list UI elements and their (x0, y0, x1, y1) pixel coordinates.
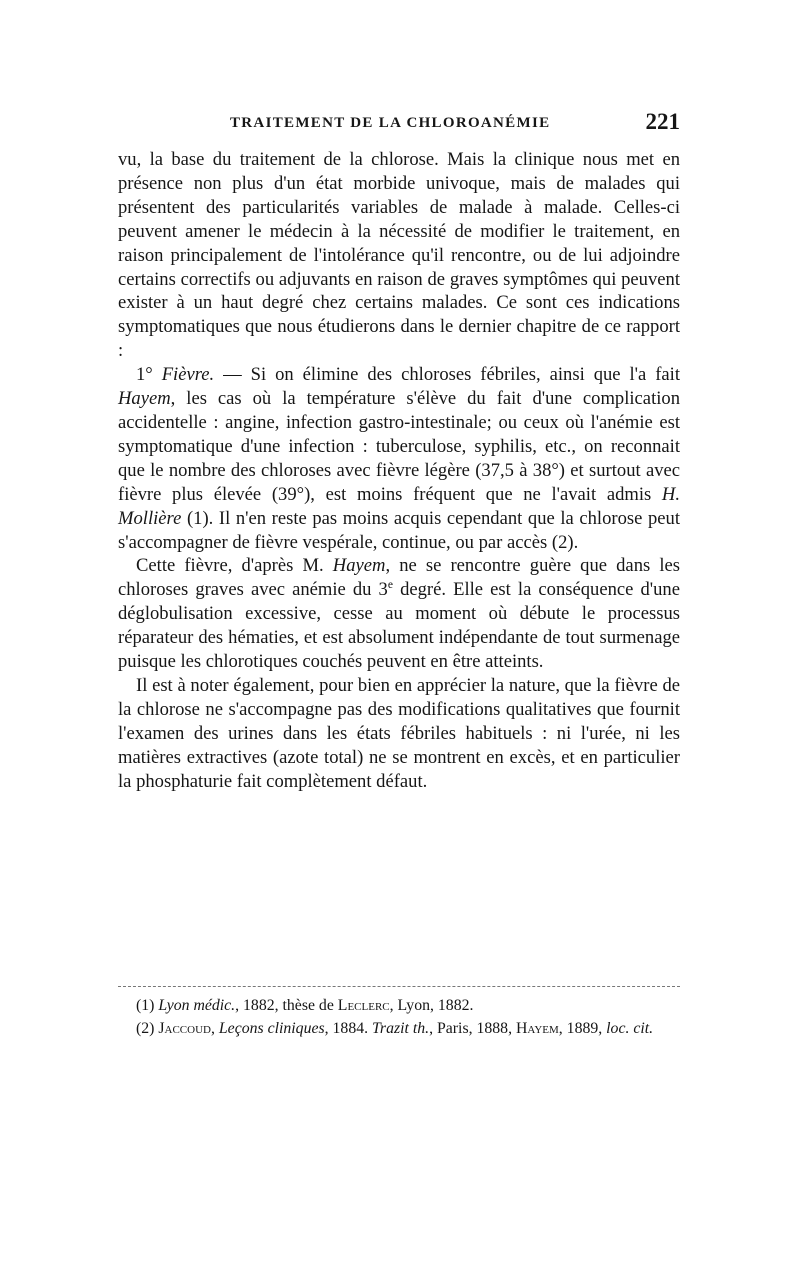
body-text (118, 148, 680, 793)
footnote-2 (118, 1017, 680, 1040)
paragraph-3 (118, 554, 680, 674)
author-hayem: Hayem (118, 388, 171, 410)
footnote-author: Hayem (515, 1020, 559, 1038)
footnote-text: , 1884. (324, 1020, 373, 1038)
author-molliere: H. Mollière (118, 483, 680, 529)
footnote-title: Leçons cliniques (218, 1020, 325, 1038)
footnote-separator (118, 986, 680, 987)
paragraph-3-text-c: degré. Elle est la conséquence d'une déglobulisation excessive, cesse au moment où débute le processus réparateur des hématies, et est absolument indépendante de tout surmenage puisque les chlorotiques couchés peuvent en être atteints. (118, 579, 680, 673)
paragraph-3-text-a: Cette fièvre, d'après M. (136, 555, 333, 577)
footnote-text: , 1882, thèse de (235, 997, 338, 1014)
paragraph-2-text-b: , les cas où la température s'élève du fait d'une complication accidentelle : angine, infection gastro-intestinale; ou ceux où l'anémie est symptomatique d'une infection : tuberculose, syphilis, etc., on reconnait que le nombre des chloroses avec fièvre légère (37,5 à 38°) et surtout avec fièvre plus élevée (39°), est moins fréquent que ne l'avait admis (118, 388, 680, 505)
section-heading-fievre: Fièvre. (161, 364, 215, 386)
footnote-number: (1) (136, 997, 159, 1014)
footnotes (118, 994, 680, 1041)
footnote-title: Trazit th. (372, 1020, 430, 1038)
footnote-number: (2) (136, 1020, 159, 1038)
footnote-text: , (210, 1020, 219, 1038)
paragraph-4: Il est à noter également, pour bien en apprécier la nature, que la fièvre de la chlorose ne s'accompagne pas des modifications qualitatives que fournit l'examen des urines dans les états fébriles habituels : ni l'urée, ni les matières extractives (azote total) ne se montrent en excès, et en particulier la phosphaturie fait complètement défaut. (118, 674, 680, 792)
paragraph-2-text-a: — Si on élimine des chloroses fébriles, ainsi que l'a fait (214, 364, 680, 386)
footnote-source: Lyon médic. (158, 997, 236, 1014)
ordinal-superscript: e (387, 579, 393, 592)
footnote-loc-cit: loc. cit. (606, 1020, 654, 1038)
paragraph-2 (118, 363, 680, 554)
footnote-text: , 1889, (558, 1020, 607, 1038)
paragraph-1: vu, la base du traitement de la chlorose. Mais la clinique nous met en présence non plus d'un état morbide univoque, mais de malades qui présentent des particularités variables de malade à malade. Celles-ci peuvent amener le médecin à la nécessité de modifier le traitement, en raison principalement de l'intolérance qu'il rencontre, ou de lui adjoindre certains correctifs ou adjuvants en raison de graves symptômes qui peuvent exister à un haut degré chez certains malades. Ce sont ces indications symptomatiques que nous étudierons dans le dernier chapitre de ce rapport : (118, 149, 680, 362)
footnote-text: , Lyon, 1882. (389, 997, 474, 1014)
footnote-text: , Paris, 1888, (429, 1020, 516, 1038)
author-hayem: Hayem (332, 555, 386, 577)
paragraph-3-text-b: , ne se rencontre guère que dans les chloroses graves avec anémie du 3 (118, 555, 680, 601)
section-number: 1° (136, 364, 153, 386)
footnote-1 (118, 994, 680, 1017)
page-header (118, 109, 680, 147)
footnote-author: Leclerc (337, 997, 390, 1014)
paragraph-2-text-c: (1). Il n'en reste pas moins acquis cependant que la chlorose peut s'accompagner de fièvre vespérale, continue, ou par accès (2). (118, 507, 680, 553)
footnote-author: Jaccoud (158, 1020, 211, 1038)
running-title: TRAITEMENT DE LA CHLOROANÉMIE (230, 115, 551, 131)
page-number: 221 (645, 109, 680, 134)
